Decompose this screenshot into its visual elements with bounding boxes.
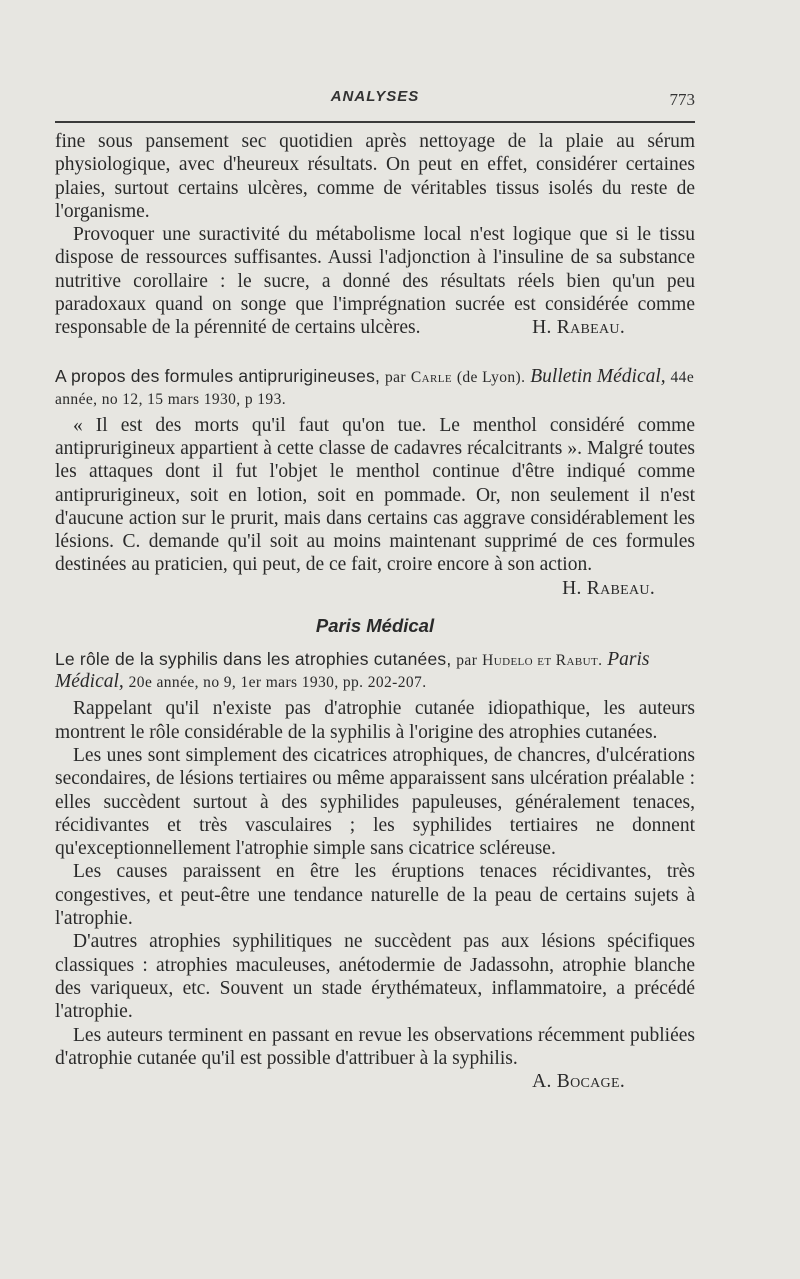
author-location: (de Lyon). — [456, 368, 526, 386]
paragraph — [55, 223, 695, 339]
article-authors: Hudelo et Rabut. — [482, 652, 603, 670]
citation: 44e année, no 12, 15 mars 1930, p 193. — [55, 368, 695, 408]
paragraph-text: Les auteurs terminent en passant en revue les observations récemment publiées d'atrophie cutanée qu'il est possible d'attribuer à la syphilis. — [55, 1024, 695, 1069]
running-title: ANALYSES — [330, 88, 420, 105]
byline-par: par — [385, 368, 406, 386]
journal-name: Bulletin Médical, — [530, 365, 666, 387]
article-reference — [55, 649, 695, 693]
paragraph: « Il est des morts qu'il faut qu'on tue. Le menthol considéré comme antiprurigineux appartient à cette classe de cadavres récalcitrants ». Malgré toutes les attaques dont il fut l'objet le menthol continue d'être indiqué comme antiprurigineux, soit en lotion, soit en pommade. Or, non seulement il n'est d'aucune action sur le prurit, mais dans certains cas aggrave considérablement les lésions. C. demande qu'il soit au moins maintenant supprimé de ces formules destinées au praticien, qui peut, de ce fait, croire encore à son action. — [55, 414, 695, 576]
article-author: Carle — [410, 368, 452, 386]
paragraph: Les causes paraissent en être les éruptions tenaces récidivantes, très congestives, et peut-être une tendance naturelle de la peau de certains sujets à l'atrophie. — [55, 861, 695, 930]
paragraph: Les unes sont simplement des cicatrices atrophiques, de chancres, d'ulcérations secondaires, de lésions tertiaires ou même apparaissent sans ulcération préalable : elles succèdent surtout à des syphilides papuleuses, généralement tenaces, récidivantes et très vasculaires ; les syphilides tertiaires ne donnent qu'exceptionnellement l'atrophie simple sans cicatrice scléreuse. — [55, 744, 695, 860]
paragraph: D'autres atrophies syphilitiques ne succèdent pas aux lésions spécifiques classiques : atrophies maculeuses, anétodermie de Jadassohn, atrophie blanche des variqueux, etc. Souvent un stade érythémateux, inflammatoire, a précédé l'atrophie. — [55, 931, 695, 1023]
spacer — [55, 340, 695, 358]
header-rule — [55, 121, 695, 123]
paragraph-text: Provoquer une suractivité du métabolisme local n'est logique que si le tissu dispose de ressources suffisantes. Aussi l'adjonction à l'insuline de sa substance nutritive corollaire : le sucre, a donné des résultats réels bien qu'un peu paradoxaux quand on songe que l'imprégnation sucrée est considérée comme responsable de la pérennité de certains ulcères. — [55, 224, 695, 339]
page-number: 773 — [669, 90, 695, 109]
signature: H. Rabeau. — [532, 317, 625, 339]
paragraph — [55, 1024, 695, 1093]
journal-heading: Paris Médical — [315, 615, 435, 637]
byline-par: par — [456, 652, 478, 670]
citation: 20e année, no 9, 1er mars 1930, pp. 202-207. — [128, 674, 427, 692]
signature: A. Bocage. — [532, 1071, 625, 1093]
article-title: Le rôle de la syphilis dans les atrophies cutanées, — [55, 649, 452, 670]
page-header — [55, 88, 695, 112]
article-title: A propos des formules antiprurigineuses, — [55, 365, 381, 386]
body-text — [55, 130, 695, 1093]
paragraph: Rappelant qu'il n'existe pas d'atrophie cutanée idiopathique, les auteurs montrent le rôle considérable de la syphilis à l'origine des atrophies cutanées. — [55, 698, 695, 743]
article-reference — [55, 366, 695, 410]
signature: H. Rabeau. — [562, 577, 655, 599]
journal-name: Paris Médical, — [55, 649, 650, 693]
paragraph: fine sous pansement sec quotidien après nettoyage de la plaie au sérum physiologique, avec d'heureux résultats. On peut en effet, considérer certaines plaies, surtout certains ulcères, comme de véritables tissus isolés du reste de l'organisme. — [55, 131, 695, 222]
